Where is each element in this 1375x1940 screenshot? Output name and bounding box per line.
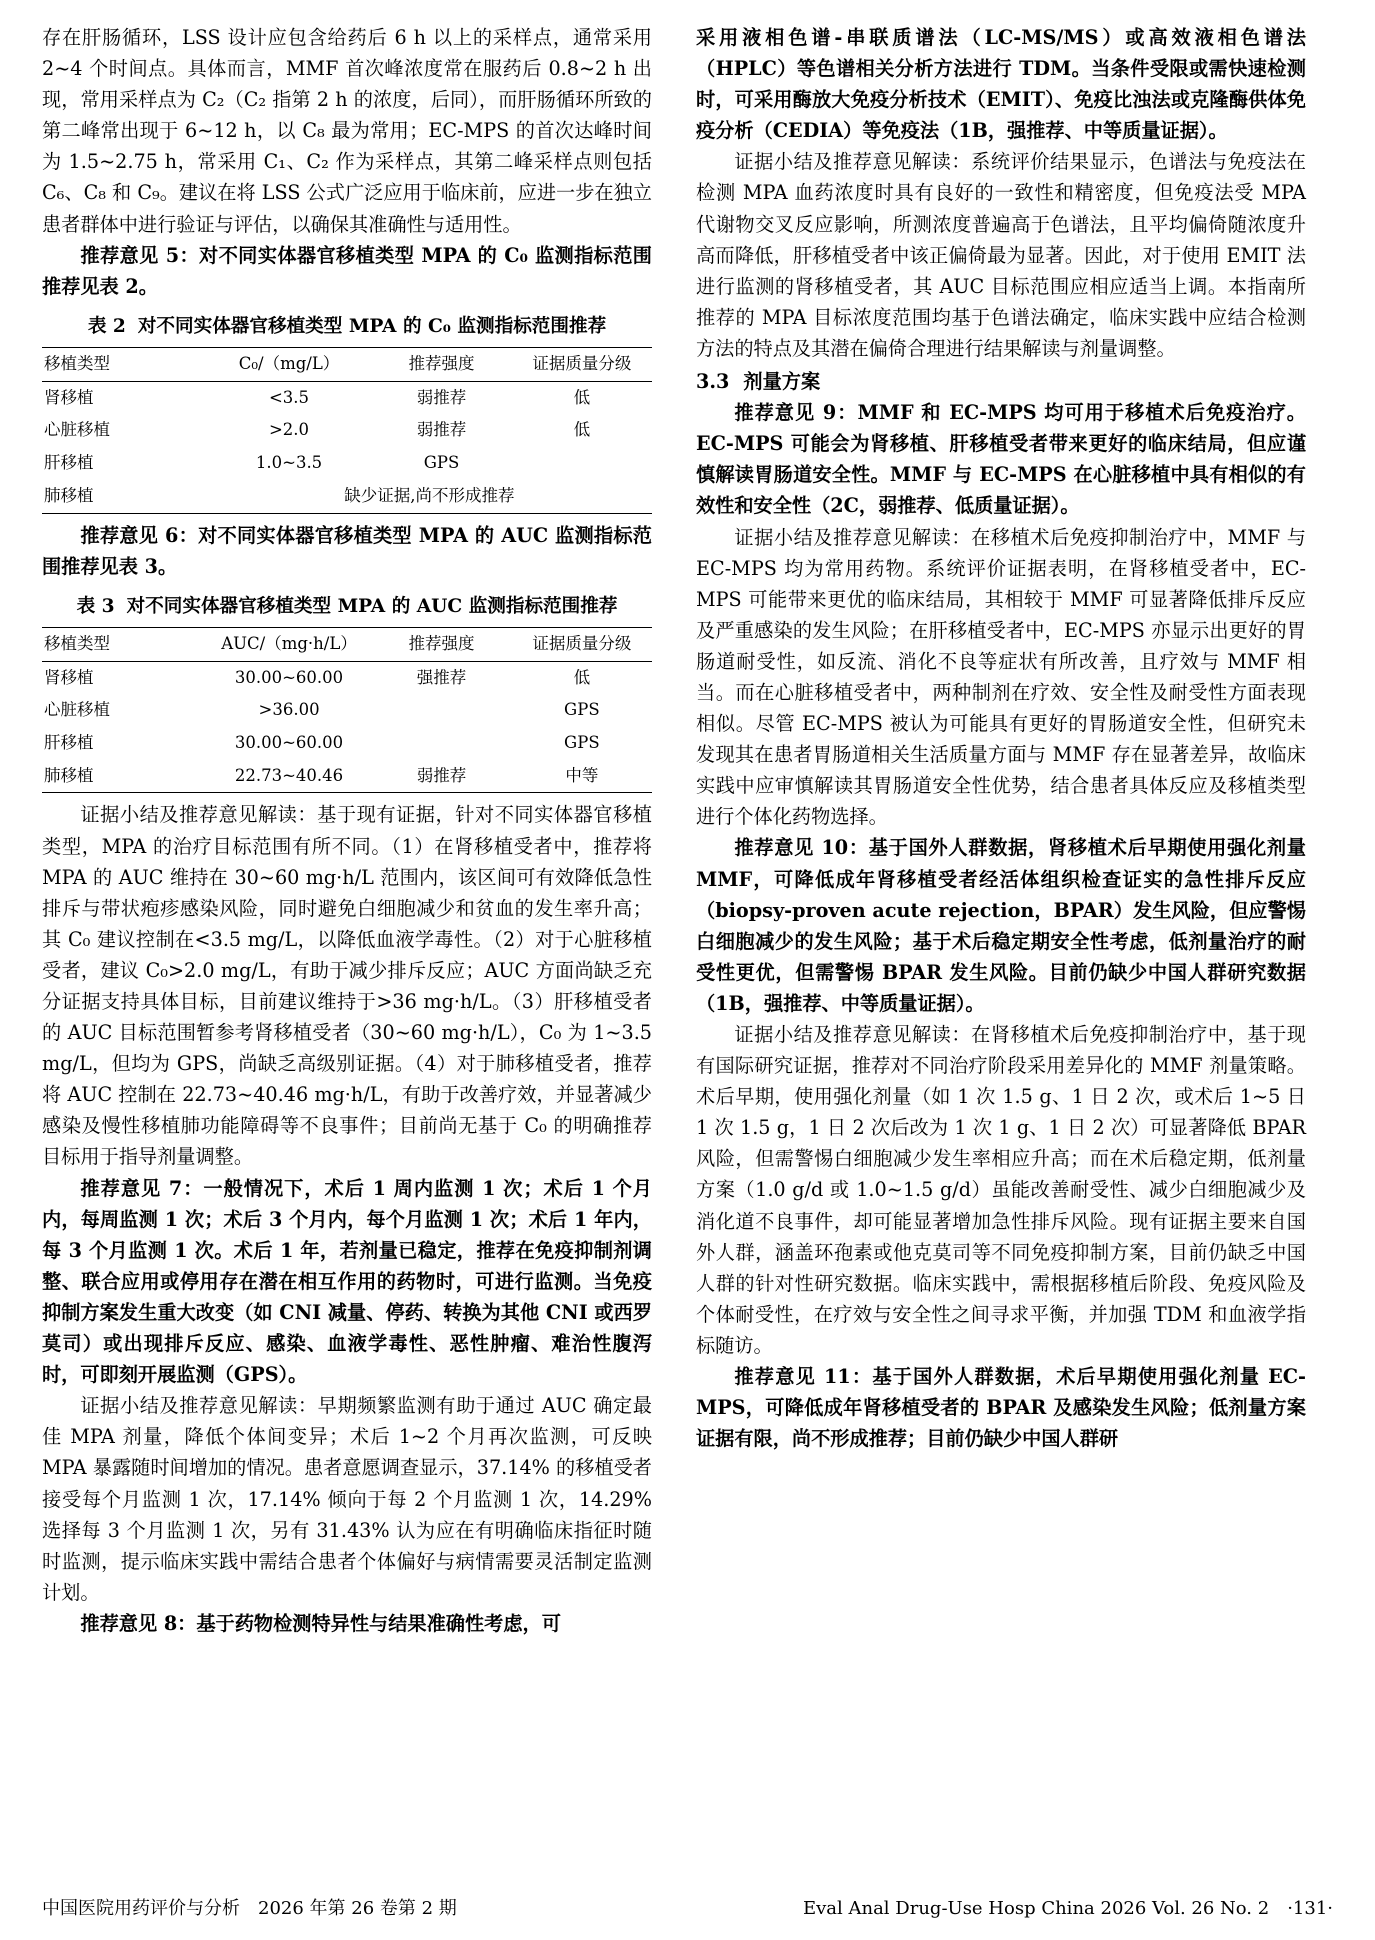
cell [371, 694, 511, 727]
cell: 低 [573, 667, 591, 687]
cell: 肺移植 [42, 480, 207, 513]
cell: >2.0 [268, 420, 310, 440]
table-3 [42, 627, 652, 794]
table-row [42, 381, 652, 414]
cell: GPS [564, 733, 600, 752]
table-2 [42, 347, 652, 514]
table-3-col-auc: AUC/（mg·h/L） [207, 627, 372, 661]
recommendation-10: 推荐意见 10：基于国外人群数据，肾移植术后早期使用强化剂量 MMF，可降低成年肾移植受者经活体组织检查证实的急性排斥反应（biopsy-proven acute rejection，BPAR）发生风险，但应警惕白细胞减少的发生风险；基于术后稳定期安全性考虑，低剂量治疗的耐受性更优，但需警惕 BPAR 发生风险。目前仍缺少中国人群研究数据（1B，强推荐、中等质量证据）。 [696, 836, 1306, 1015]
table-row [42, 480, 652, 513]
cell: >36.00 [258, 700, 320, 720]
cell: GPS [423, 453, 460, 473]
cell: 中等 [512, 760, 652, 793]
table-row [42, 414, 652, 447]
table-3-caption [42, 592, 652, 622]
table-3-title: 对不同实体器官移植类型 MPA 的 AUC 监测指标范围推荐 [126, 595, 618, 617]
recommendation-9: 推荐意见 9：MMF 和 EC-MPS 均可用于移植术后免疫治疗。EC-MPS 可能会为肾移植、肝移植受者带来更好的临床结局，但应谨慎解读胃肠道安全性。MMF 与 EC-MPS 在心脏移植中具有相似的有效性和安全性（2C，弱推荐、低质量证据）。 [696, 401, 1306, 518]
recommendation-7: 推荐意见 7：一般情况下，术后 1 周内监测 1 次；术后 1 个月内，每周监测 1 次；术后 3 个月内，每个月监测 1 次；术后 1 年内，每 3 个月监测 1 次。术后 1 年，若剂量已稳定，推荐在免疫抑制剂调整、联合应用或停用存在潜在相互作用的药物时，可进行监测。当免疫抑制方案发生重大改变（如 CNI 减量、停药、转换为其他 CNI 或西罗莫司）或出现排斥反应、感染、血液学毒性、恶性肿瘤、难治性腹泻时，可即刻开展监测（GPS）。 [42, 1176, 652, 1387]
paragraph-lss-sampling: 存在肝肠循环，LSS 设计应包含给药后 6 h 以上的采样点，通常采用 2~4 个时间点。具体而言，MMF 首次峰浓度常在服药后 0.8~2 h 出现，常用采样点为 C₂（C₂ 指第 2 h 的浓度，后同），而肝肠循环所致的第二峰常出现于 6~12 h，以 C₈ 最为常用；EC-MPS 的首次达峰时间为 1.5~2.75 h，常采用 C₁、C₂ 作为采样点，其第二峰采样点则包括 C₆、C₈ 和 C₉。建议在将 LSS 公式广泛应用于临床前，应进一步在独立患者群体中进行验证与评估，以确保其准确性与适用性。 [42, 26, 652, 236]
table-2-number: 表 2 [87, 315, 126, 337]
evidence-summary-5: 证据小结及推荐意见解读：在肾移植术后免疫抑制治疗中，基于现有国际研究证据，推荐对不同治疗阶段采用差异化的 MMF 剂量策略。术后早期，使用强化剂量（如 1 次 1.5 g、1 日 2 次，或术后 1~5 日 1 次 1.5 g，1 日 2 次后改为 1 次 1 g、1 日 2 次）可显著降低 BPAR 风险，但需警惕白细胞减少发生率相应升高；而在术后稳定期，低剂量方案（1.0 g/d 或 1.0~1.5 g/d）虽能改善耐受性、减少白细胞减少及消化道不良事件，却可能显著增加急性排斥风险。现有证据主要来自国外人群，涵盖环孢素或他克莫司等不同免疫抑制方案，目前仍缺乏中国人群的针对性研究数据。临床实践中，需根据移植后阶段、免疫风险及个体耐受性，在疗效与安全性之间寻求平衡，并加强 TDM 和血液学指标随访。 [696, 1023, 1306, 1357]
right-column [696, 22, 1306, 1832]
cell: 肾移植 [44, 667, 94, 687]
evidence-summary-1: 证据小结及推荐意见解读：基于现有证据，针对不同实体器官移植类型，MPA 的治疗目标范围有所不同。（1）在肾移植受者中，推荐将 MPA 的 AUC 维持在 30~60 mg·h/L 范围内，该区间可有效降低急性排斥与带状疱疹感染风险，同时避免白细胞减少和贫血的发生率升高；其 C₀ 建议控制在<3.5 mg/L，以降低血液学毒性。（2）对于心脏移植受者，建议 C₀>2.0 mg/L，有助于减少排斥反应；AUC 方面尚缺乏充分证据支持具体目标，目前建议维持于>36 mg·h/L。（3）肝移植受者的 AUC 目标范围暂参考肾移植受者（30~60 mg·h/L），C₀ 为 1~3.5 mg/L，但均为 GPS，尚缺乏高级别证据。（4）对于肺移植受者，推荐将 AUC 控制在 22.73~40.46 mg·h/L，有助于改善疗效，并显著减少感染及慢性移植肺功能障碍等不良事件；目前尚无基于 C₀ 的明确推荐目标用于指导剂量调整。 [42, 803, 652, 1169]
cell: 强推荐 [416, 667, 467, 687]
table-row [42, 661, 652, 694]
page-footer [42, 1894, 1333, 1920]
table-2-title: 对不同实体器官移植类型 MPA 的 C₀ 监测指标范围推荐 [137, 315, 607, 337]
cell: 弱推荐 [416, 420, 467, 440]
table-2-col-c0: C₀/（mg/L） [207, 347, 372, 381]
recommendation-6: 推荐意见 6：对不同实体器官移植类型 MPA 的 AUC 监测指标范围推荐见表 3。 [42, 523, 652, 578]
section-heading-3-3 [696, 366, 1306, 397]
table-3-col-strength: 推荐强度 [371, 627, 511, 661]
section-number: 3.3 [696, 370, 730, 394]
table-3-header-row [42, 627, 652, 661]
cell: 心脏移植 [44, 420, 110, 440]
table-row [42, 694, 652, 727]
cell: 30.00~60.00 [234, 667, 344, 687]
table-row [42, 760, 652, 793]
evidence-summary-2: 证据小结及推荐意见解读：早期频繁监测有助于通过 AUC 确定最佳 MPA 剂量，降低个体间变异；术后 1~2 个月再次监测，可反映 MPA 暴露随时间增加的情况。患者意愿调查显示，37.14% 的移植受者接受每个月监测 1 次，17.14% 倾向于每 2 个月监测 1 次，14.29% 选择每 3 个月监测 1 次，另有 31.43% 认为应在有明确临床指征时随时监测，提示临床实践中需结合患者个体偏好与病情需要灵活制定监测计划。 [42, 1394, 652, 1604]
cell: <3.5 [268, 387, 310, 407]
cell [512, 447, 652, 480]
section-title: 剂量方案 [743, 370, 821, 394]
left-column [42, 22, 652, 1832]
footer-journal-en: Eval Anal Drug-Use Hosp China 2026 Vol. 26 No. 2 ·131· [802, 1898, 1333, 1919]
cell: 肺移植 [42, 760, 207, 793]
table-2-header-row [42, 347, 652, 381]
recommendation-11: 推荐意见 11：基于国外人群数据，术后早期使用强化剂量 EC-MPS，可降低成年肾移植受者的 BPAR 及感染发生风险；低剂量方案证据有限，尚不形成推荐；目前仍缺少中国人群研 [696, 1365, 1306, 1451]
table-2-caption [42, 312, 652, 342]
cell: 弱推荐 [371, 760, 511, 793]
cell: 1.0~3.5 [255, 453, 323, 473]
cell [371, 727, 511, 760]
cell: 肝移植 [44, 453, 94, 473]
table-3-col-transplant-type [42, 627, 207, 661]
table-2-col-strength: 推荐强度 [371, 347, 511, 381]
evidence-summary-3: 证据小结及推荐意见解读：系统评价结果显示，色谱法与免疫法在检测 MPA 血药浓度时具有良好的一致性和精密度，但免疫法受 MPA 代谢物交叉反应影响，所测浓度普遍高于色谱法，且平均偏倚随浓度升高而降低，肝移植受者中该正偏倚最为显著。因此，对于使用 EMIT 法进行监测的肾移植受者，其 AUC 目标范围应相应适当上调。本指南所推荐的 MPA 目标浓度范围均基于色谱法确定，临床实践中应结合检测方法的特点及其潜在偏倚合理进行结果解读与剂量调整。 [696, 150, 1306, 360]
table-row [42, 447, 652, 480]
table-3-block [42, 592, 652, 794]
cell: 弱推荐 [416, 387, 467, 407]
recommendation-8-continued: 采用液相色谱-串联质谱法（LC-MS/MS）或高效液相色谱法（HPLC）等色谱相关分析方法进行 TDM。当条件受限或需快速检测时，可采用酶放大免疫分析技术（EMIT）、免疫比浊法或克隆酶供体免疫分析（CEDIA）等免疫法（1B，强推荐、中等质量证据）。 [696, 26, 1306, 143]
cell: GPS [564, 700, 600, 720]
table-2-block [42, 312, 652, 514]
cell: 肝移植 [44, 733, 94, 752]
cell: 30.00~60.00 [234, 733, 344, 752]
footer-journal-cn: 中国医院用药评价与分析 2026 年第 26 卷第 2 期 [42, 1898, 457, 1919]
cell: 肾移植 [44, 387, 94, 407]
cell: 低 [573, 420, 591, 440]
cell: 缺少证据,尚不形成推荐 [207, 480, 652, 513]
table-2-col-quality: 证据质量分级 [512, 347, 652, 381]
table-row [42, 727, 652, 760]
cell: 心脏移植 [44, 700, 110, 720]
table-2-col-transplant-type: 移植类型 [42, 347, 207, 381]
two-column-body [42, 22, 1333, 1832]
evidence-summary-4: 证据小结及推荐意见解读：在移植术后免疫抑制治疗中，MMF 与 EC-MPS 均为常用药物。系统评价证据表明，在肾移植受者中，EC-MPS 可能带来更优的临床结局，其相较于 MMF 可显著降低排斥反应及严重感染的发生风险；在肝移植受者中，EC-MPS 亦显示出更好的胃肠道耐受性，如反流、消化不良等症状有所改善，且疗效与 MMF 相当。而在心脏移植受者中，两种制剂在疗效、安全性及耐受性方面表现相似。尽管 EC-MPS 被认为可能具有更好的胃肠道安全性，但研究未发现其在患者胃肠道相关生活质量方面与 MMF 存在显著差异，故临床实践中应审慎解读其胃肠道安全性优势，结合患者具体反应及移植类型进行个体化药物选择。 [696, 525, 1306, 829]
cell: 低 [573, 387, 591, 407]
recommendation-5: 推荐意见 5：对不同实体器官移植类型 MPA 的 C₀ 监测指标范围推荐见表 2。 [42, 243, 652, 298]
cell: 22.73~40.46 [207, 760, 372, 793]
table-3-number: 表 3 [76, 595, 115, 617]
table-3-col-quality: 证据质量分级 [512, 627, 652, 661]
recommendation-8: 推荐意见 8：基于药物检测特异性与结果准确性考虑，可 [80, 1611, 561, 1635]
label: 移植类型 [44, 633, 110, 653]
